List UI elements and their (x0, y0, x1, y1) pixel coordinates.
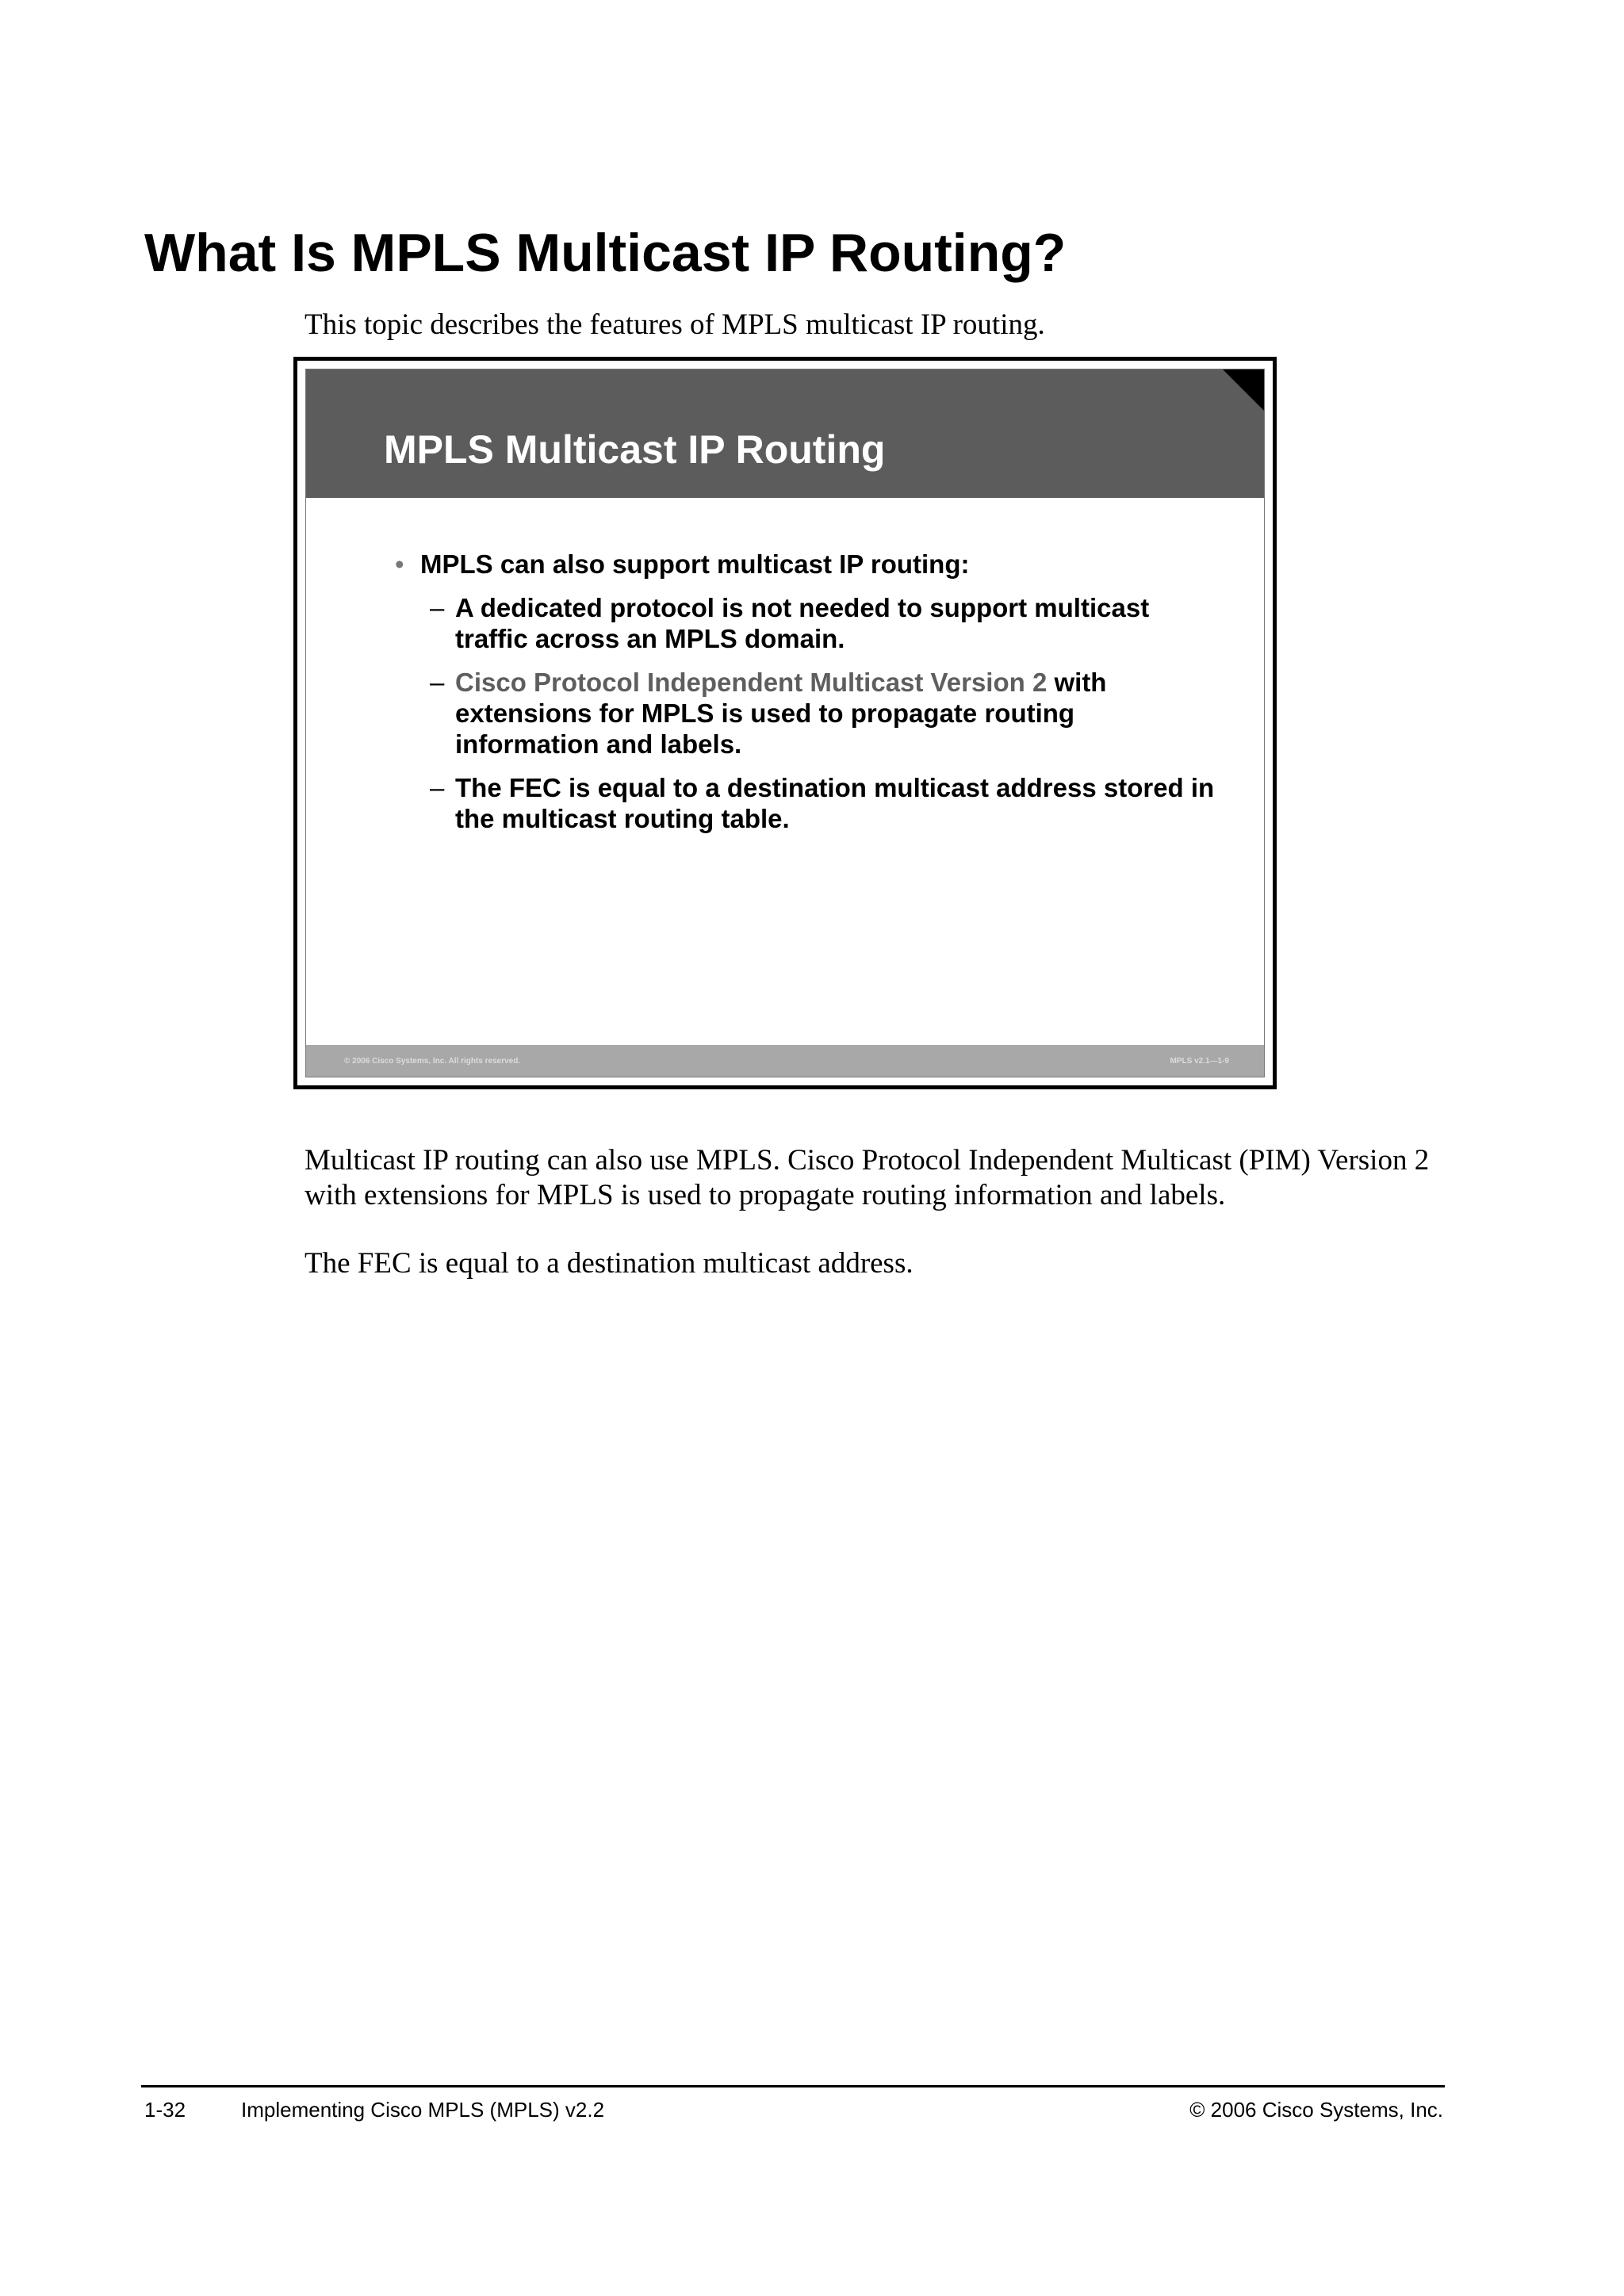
dash-icon: – (430, 773, 445, 802)
slide-subitem-text: A dedicated protocol is not needed to support multicast traffic across an MPLS domain. (455, 593, 1150, 653)
slide-bullet-text: MPLS can also support multicast IP routing: (420, 549, 970, 579)
page-number: 1-32 (144, 2098, 186, 2122)
slide (305, 369, 1265, 1077)
course-title: Implementing Cisco MPLS (MPLS) v2.2 (241, 2098, 605, 2122)
page-title: What Is MPLS Multicast IP Routing? (144, 223, 1067, 283)
dash-icon: – (430, 668, 445, 697)
slide-subitem-text: The FEC is equal to a destination multicast address stored in the multicast routing table. (455, 773, 1215, 833)
slide-frame (293, 357, 1277, 1089)
dash-icon: – (430, 593, 445, 622)
intro-text: This topic describes the features of MPLS multicast IP routing. (304, 308, 1045, 341)
body-paragraph: The FEC is equal to a destination multicast address. (304, 1247, 914, 1280)
body-paragraph: Multicast IP routing can also use MPLS. Cisco Protocol Independent Multicast (PIM) Version 2 with extensions for MPLS is used to propagate routing information and labels. (304, 1144, 1430, 1211)
bullet-dot-icon: • (395, 549, 404, 579)
corner-triangle-icon (1223, 369, 1264, 411)
slide-footer (306, 1045, 1264, 1077)
slide-title: MPLS Multicast IP Routing (384, 427, 886, 472)
slide-footer-code: MPLS v2.1—1-9 (1170, 1057, 1229, 1066)
footer-divider (141, 2085, 1445, 2087)
slide-subitem (395, 667, 1220, 760)
slide-subitem-text: with extensions for MPLS is used to propagate routing information and labels. (455, 668, 1107, 759)
slide-bullet (395, 549, 1220, 580)
slide-subitem (395, 772, 1220, 834)
footer-copyright: © 2006 Cisco Systems, Inc. (1189, 2098, 1443, 2122)
slide-subitem (395, 592, 1220, 654)
slide-header (306, 369, 1264, 498)
slide-subitem-highlight: Cisco Protocol Independent Multicast Version 2 (455, 668, 1048, 697)
slide-body (395, 549, 1220, 847)
slide-footer-copyright: © 2006 Cisco Systems, Inc. All rights reserved. (344, 1057, 521, 1066)
